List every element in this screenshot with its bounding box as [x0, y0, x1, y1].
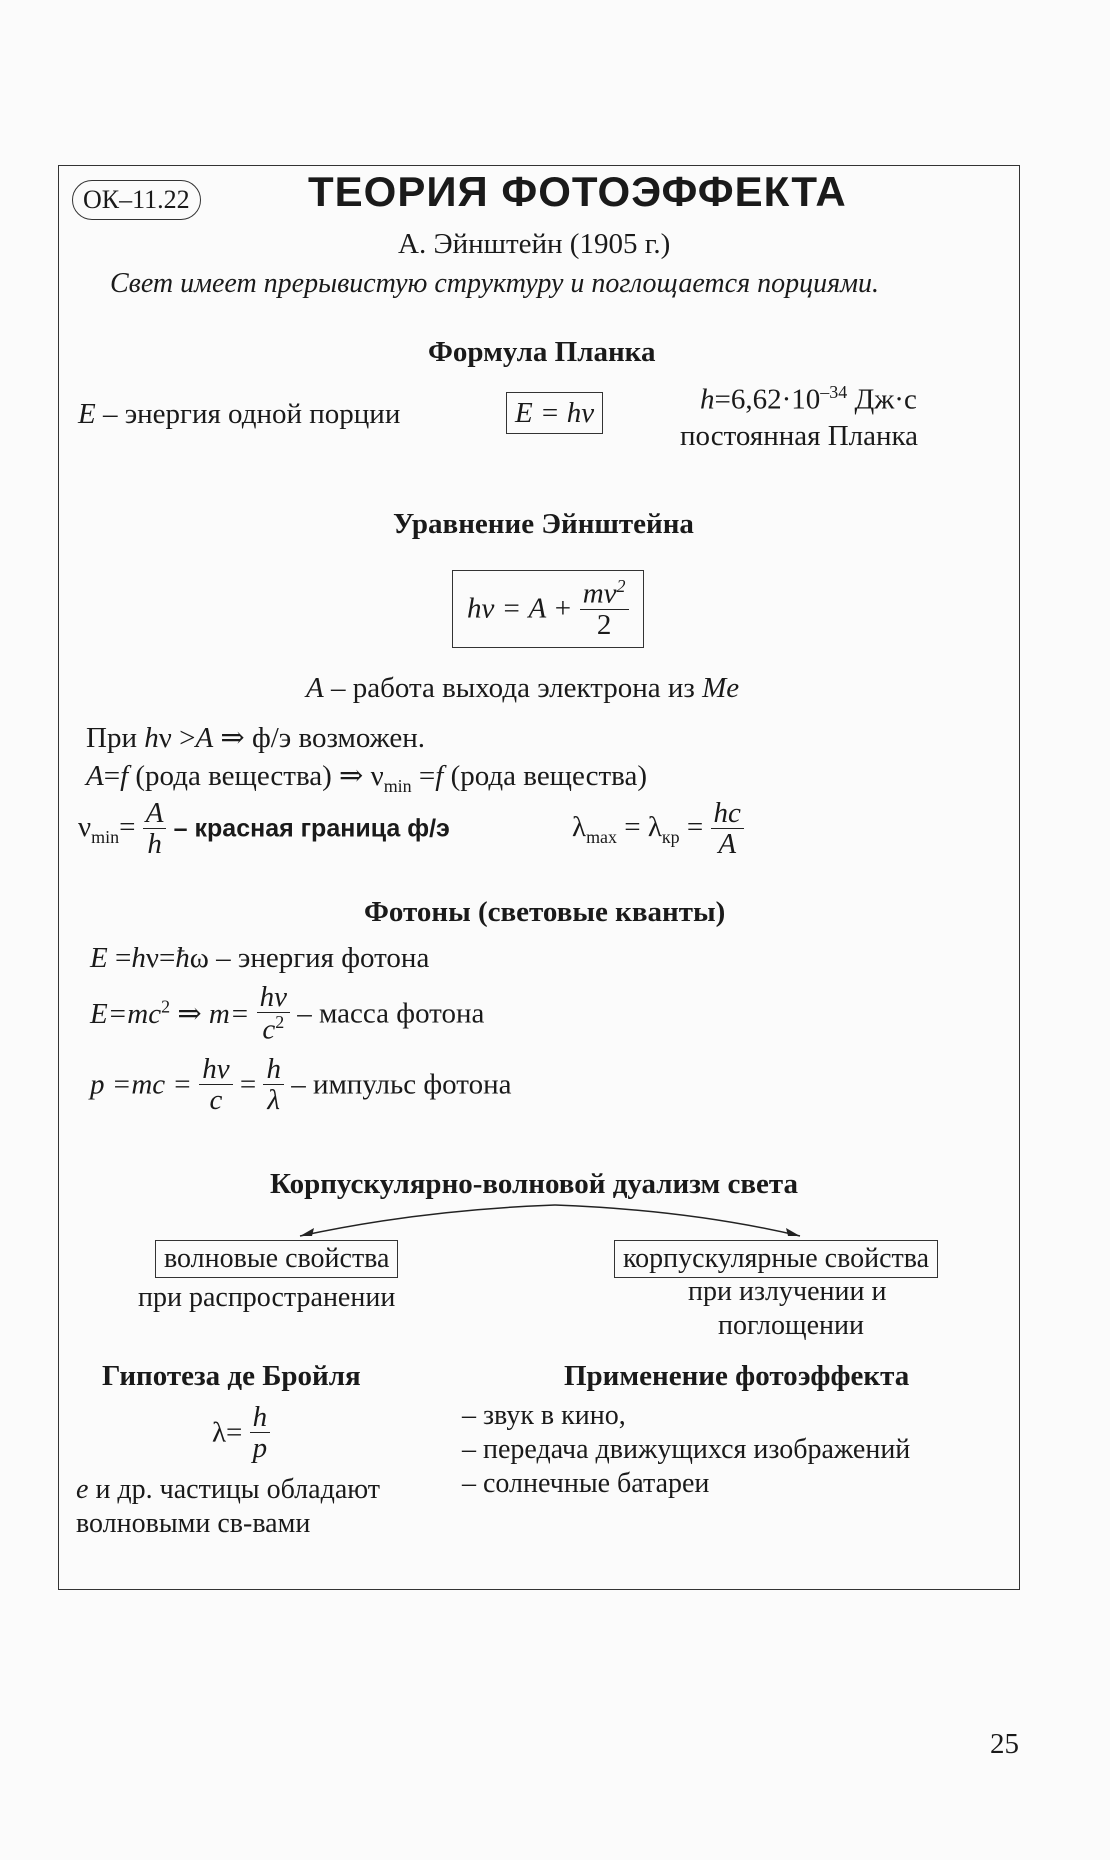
- planck-heading: Формула Планка: [428, 336, 656, 368]
- particle-properties-when-1: при излучении и: [688, 1276, 887, 1307]
- work-function-dependence: A=f (рода вещества) ⇒ $\nu_{min} =f$ (рода вещества): [86, 760, 647, 796]
- photons-heading: Фотоны (световые кванты): [364, 896, 726, 928]
- debroglie-formula: λ= $\frac{h}{p}$: [212, 1402, 270, 1464]
- duality-heading: Корпускулярно-волновой дуализм света: [270, 1168, 798, 1200]
- lambda-max-formula: $\lambda_{max} = \lambda_{кр}$ = $\frac{hc}{A}$: [572, 798, 744, 860]
- application-item: – солнечные батареи: [462, 1468, 710, 1499]
- tagline: Свет имеет прерывистую структуру и поглощается порциями.: [110, 268, 879, 299]
- debroglie-desc-1: e и др. частицы обладают: [76, 1474, 381, 1505]
- condition-line: При hν >A ⇒ ф/э возможен.: [86, 722, 425, 754]
- particle-properties-when-2: поглощении: [718, 1310, 864, 1341]
- page-title: ТЕОРИЯ ФОТОЭФФЕКТА: [308, 168, 847, 215]
- einstein-equation-box: hν = A + $\frac{mv^2}{2}$: [452, 570, 644, 648]
- photon-momentum: p =mc = $\frac{h\nu}{c}$ = $\frac{h}{\lambda}$ – импульс фотона: [90, 1053, 512, 1117]
- photon-mass: $E=mc^2$ ⇒ m= $\frac{h\nu}{c^2}$ – масса фотона: [90, 981, 485, 1047]
- page-number: 25: [990, 1728, 1019, 1760]
- einstein-heading: Уравнение Эйнштейна: [393, 508, 694, 540]
- applications-heading: Применение фотоэффекта: [564, 1360, 910, 1392]
- application-item: – звук в кино,: [462, 1400, 626, 1431]
- planck-constant: $h=6,62\cdot 10^{-34}$ Дж·с: [700, 382, 917, 416]
- planck-constant-caption: постоянная Планка: [680, 420, 919, 452]
- application-item: – передача движущихся изображений: [462, 1434, 911, 1465]
- work-function-desc: A – работа выхода электрона из Me: [306, 672, 740, 704]
- particle-properties-box: корпускулярные свойства: [614, 1240, 938, 1278]
- debroglie-heading: Гипотеза де Бройля: [102, 1360, 361, 1392]
- card-code-badge: ОК–11.22: [72, 180, 201, 220]
- wave-properties-when: при распространении: [138, 1282, 396, 1313]
- planck-formula-box: E = hν: [506, 392, 603, 434]
- photon-energy: E =hν=ħω – энергия фотона: [90, 942, 430, 974]
- wave-properties-box: волновые свойства: [155, 1240, 398, 1278]
- debroglie-desc-2: волновыми св-вами: [76, 1508, 311, 1539]
- red-border-formula: $\nu_{min}=$ $\frac{A}{h}$ – красная граница ф/э: [78, 797, 450, 861]
- energy-portion-desc: E – энергия одной порции: [78, 398, 401, 430]
- author-line: А. Эйнштейн (1905 г.): [398, 228, 671, 260]
